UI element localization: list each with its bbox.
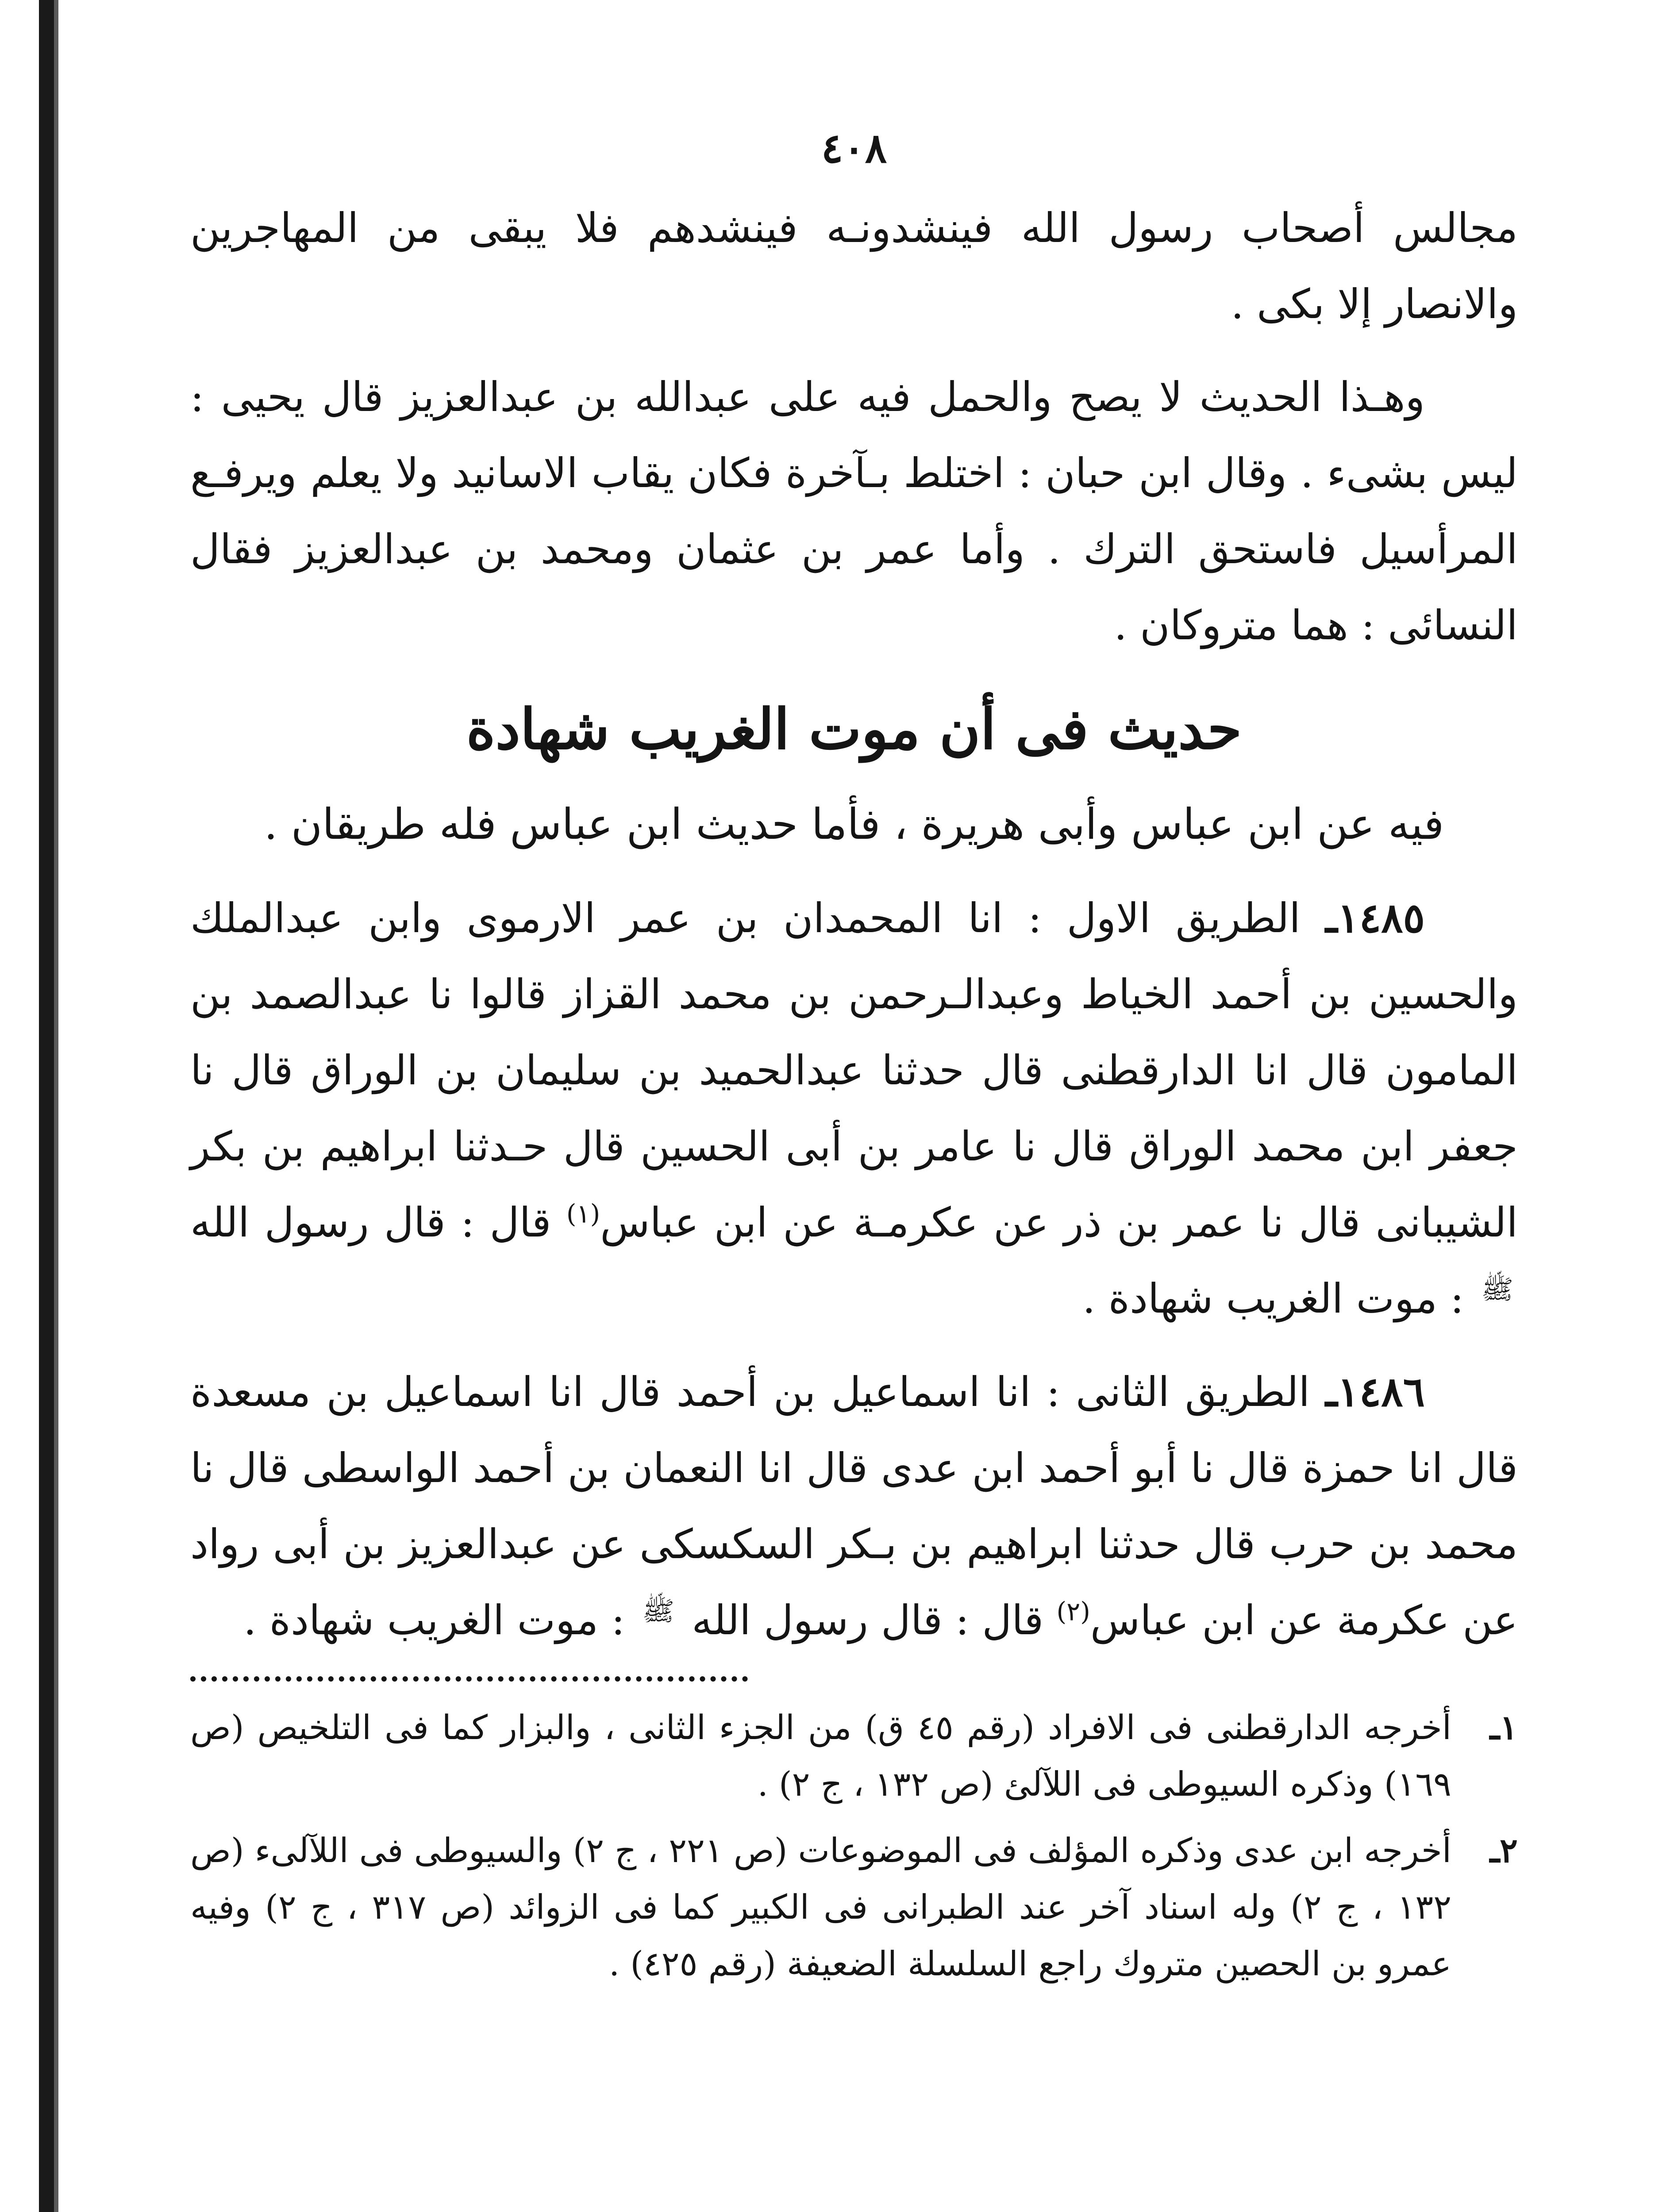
footnote: [190, 1822, 1518, 1992]
footnote-separator: [190, 1676, 748, 1682]
hadith-text: الطريق الثانى : انا اسماعيل بن أحمد قال انا اسماعيل بن مسعدة قال انا حمزة قال نا أبو أحمد ابن عدى قال انا النعمان بن أحمد الواسطى قال نا محمد بن حرب قال حدثنا ابراهيم بن بـكر السكسكى عن عبدالعزيز بن أبى رواد عن عكرمة عن ابن عباس: [190, 1368, 1518, 1644]
hadith-text: الطريق الاول : انا المحمدان بن عمر الارموى وابن عبدالملك والحسين بن أحمد الخياط وعبدالـرحمن بن محمد القزاز قالوا نا عبدالصمد بن المامون قال انا الدارقطنى قال حدثنا عبدالحميد بن سليمان بن الوراق قال نا جعفر ابن محمد الوراق قال نا عامر بن أبى الحسين قال حـدثنا ابراهيم بن بكر الشيبانى قال نا عمر بن ذر عن عكرمـة عن ابن عباس: [190, 894, 1518, 1246]
book-binding-shadow: [54, 0, 58, 2212]
section-intro: فيه عن ابن عباس وأبى هريرة ، فأما حديث ابن عباس فله طريقان .: [264, 799, 1444, 849]
footnote-marker: ٢ـ: [1489, 1830, 1518, 1870]
hadith-number: ١٤٨٥ـ: [1325, 894, 1425, 942]
book-binding-edge: [39, 0, 54, 2212]
discussion-paragraph: وهـذا الحديث لا يصح والحمل فيه على عبدالله بن عبدالعزيز قال يحيى : ليس بشىء . وقال ابن حبان : اختلط بـآخرة فكان يقاب الاسانيد ولا يعلم ويرفـع المرأسيل فاستحق الترك . وأما عمر بن عثمان ومحمد بن عبدالعزيز فقال النسائى : هما متروكان .: [190, 373, 1518, 649]
hadith-text: قال : قال رسول الله: [692, 1596, 1044, 1644]
footnote-reference: (١): [566, 1198, 600, 1229]
footnotes: [190, 1699, 1518, 1992]
hadith-paragraph: [190, 1354, 1518, 1659]
continuation-paragraph: مجالس أصحاب رسول الله فينشدونـه فينشدهم فلا يبقى من المهاجرين والانصار إلا بكى .: [190, 204, 1518, 328]
salla-ligature-icon: ﷺ: [642, 1596, 675, 1627]
footnote-text: أخرجه ابن عدى وذكره المؤلف فى الموضوعات (ص ٢٢١ ، ج ٢) والسيوطى فى اللآلىء (ص ١٣٢ ، ج ٢) وله اسناد آخر عند الطبرانى فى الكبير كما فى الزوائد (ص ٣١٧ ، ج ٢) وفيه عمرو بن الحصين متروك راجع السلسلة الضعيفة (رقم ٤٢٥) .: [190, 1830, 1452, 1983]
footnote-text: أخرجه الدارقطنى فى الافراد (رقم ٤٥ ق) من الجزء الثانى ، والبزار كما فى التلخيص (ص ١٦٩) وذكره السيوطى فى اللآلئ (ص ١٣٢ ، ج ٢) .: [190, 1707, 1451, 1804]
hadith-text: : موت الغريب شهادة .: [1082, 1275, 1464, 1322]
book-page: [190, 124, 1518, 2212]
section-heading: حديث فى أن موت الغريب شهادة: [466, 696, 1242, 762]
hadith-number: ١٤٨٦ـ: [1325, 1367, 1425, 1416]
hadith-text: قال : قال رسول الله: [190, 1198, 551, 1246]
page-number: ٤٠٨: [821, 124, 887, 172]
footnote-marker: ١ـ: [1489, 1707, 1518, 1747]
hadith-text: : موت الغريب شهادة .: [243, 1596, 625, 1644]
footnote-reference: (٢): [1056, 1596, 1090, 1627]
salla-ligature-icon: ﷺ: [1481, 1274, 1513, 1306]
hadith-paragraph: [190, 880, 1518, 1337]
footnote: [190, 1699, 1518, 1813]
